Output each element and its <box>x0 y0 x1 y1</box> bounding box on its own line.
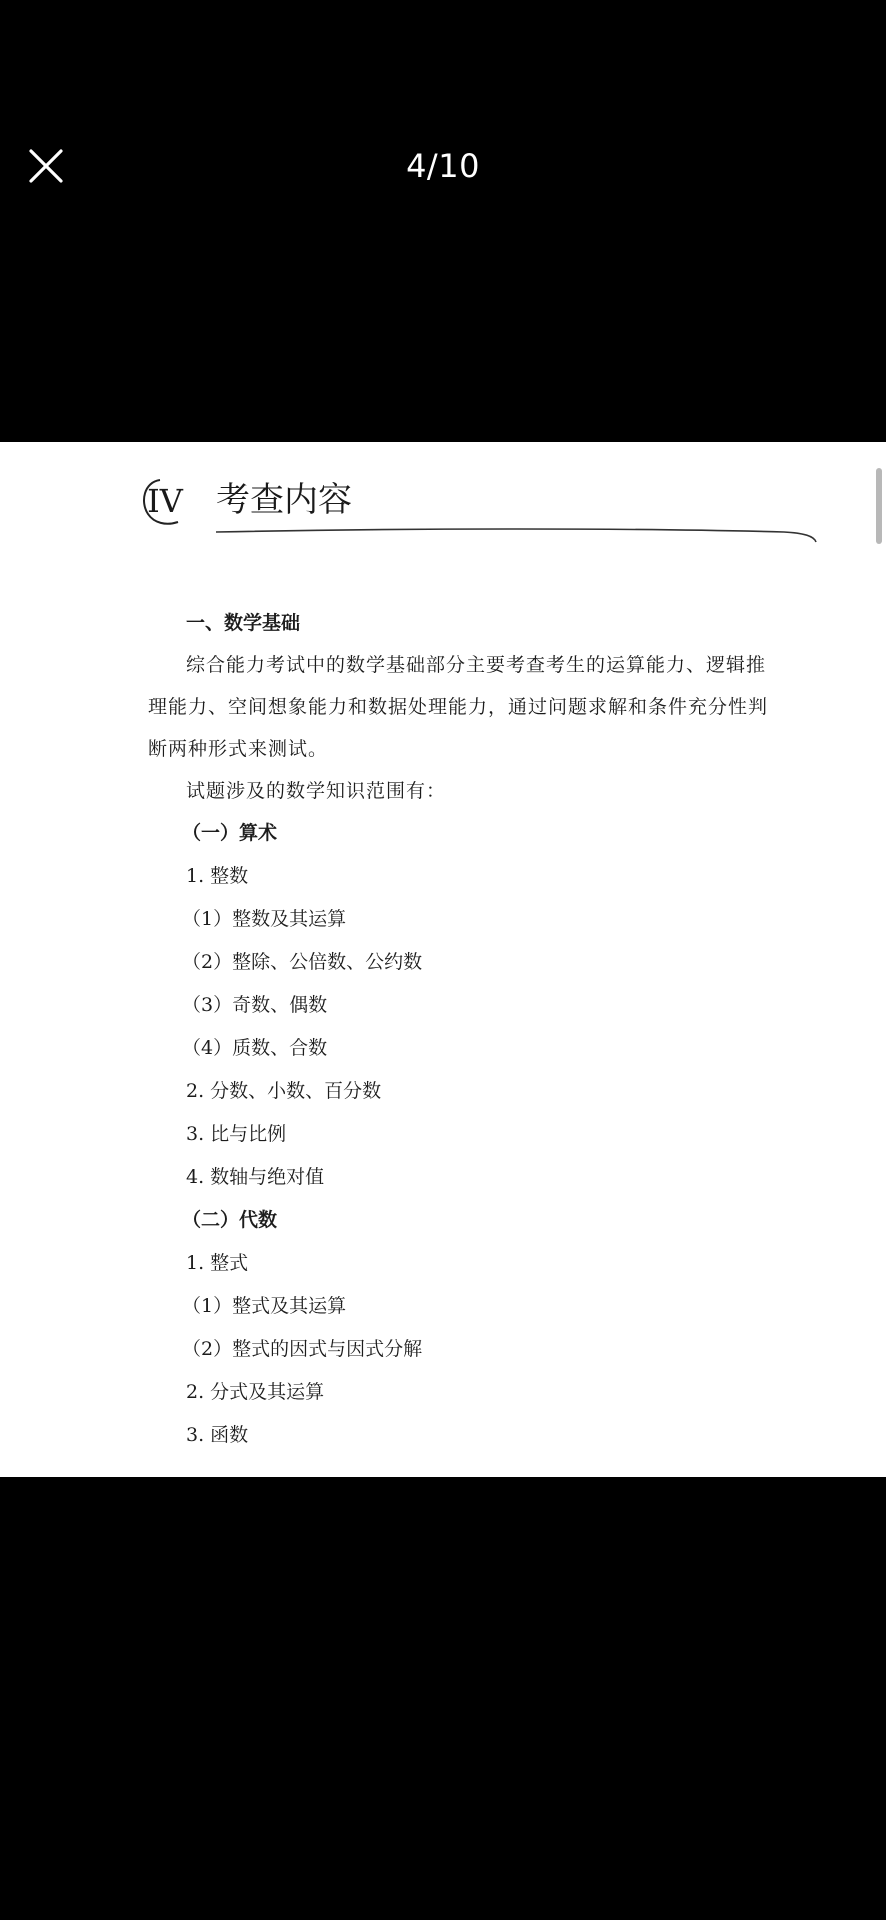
outline-group-heading: （一）算术 <box>182 822 278 844</box>
outline-item: 1. 整式 <box>186 1252 249 1274</box>
outline-group-heading: （二）代数 <box>182 1209 278 1231</box>
intro-paragraph: 综合能力考试中的数学基础部分主要考查考生的运算能力、逻辑推理能力、空间想象能力和数据处理能力，通过问题求解和条件充分性判断两种形式来测试。 <box>148 654 769 760</box>
outline-subitem: （1）整式及其运算 <box>182 1295 347 1317</box>
outline-item: 2. 分数、小数、百分数 <box>186 1080 382 1102</box>
outline-subitem: （2）整除、公倍数、公约数 <box>182 951 423 973</box>
outline-item: 1. 整数 <box>186 865 249 887</box>
document-content <box>148 602 768 1457</box>
title-underline <box>214 524 818 546</box>
outline-item: 3. 比与比例 <box>186 1123 287 1145</box>
outline-subitem: （4）质数、合数 <box>182 1037 328 1059</box>
chapter-numeral <box>138 476 186 528</box>
outline-subitem: （1）整数及其运算 <box>182 908 347 930</box>
viewer-bottom-area <box>0 1477 886 1920</box>
svg-text:IV: IV <box>147 482 183 520</box>
document-page-image[interactable] <box>0 442 886 1477</box>
scrollbar[interactable] <box>876 468 882 544</box>
scope-paragraph: 试题涉及的数学知识范围有： <box>186 780 447 802</box>
outline-subitem: （3）奇数、偶数 <box>182 994 328 1016</box>
outline-item: 2. 分式及其运算 <box>186 1381 325 1403</box>
outline-item: 4. 数轴与绝对值 <box>186 1166 325 1188</box>
outline-item: 3. 函数 <box>186 1424 249 1446</box>
section-heading: 一、数学基础 <box>186 612 301 634</box>
outline-subitem: （2）整式的因式与因式分解 <box>182 1338 423 1360</box>
chapter-title: 考查内容 <box>216 480 352 520</box>
viewer-top-bar <box>0 0 886 442</box>
page-counter: 4/10 <box>406 147 480 185</box>
